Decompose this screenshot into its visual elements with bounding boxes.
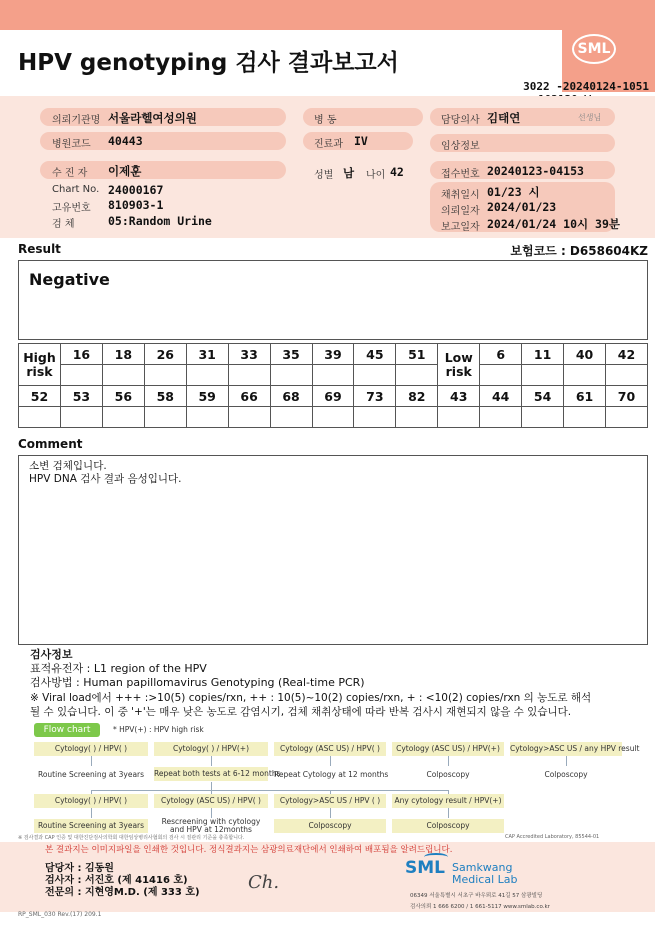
- result-value: Negative: [29, 270, 110, 289]
- genotype-cell: 68: [270, 386, 312, 407]
- flow-arrow: [566, 756, 567, 766]
- cap-note: ※ 검사결과 CAP 인증 및 대한진단검사의학회 대한임상병리사협회의 검사 시 질관리 기준을 충족합니다.: [18, 835, 245, 841]
- genotype-cell: 31: [186, 344, 228, 365]
- result-cell: [480, 365, 522, 386]
- flow-box: Colposcopy: [544, 770, 588, 779]
- flow-arrow: [211, 782, 212, 790]
- flow-box: Cytology (ASC US) / HPV( ): [274, 742, 386, 756]
- form-number: RP_SML_030 Rev.(17) 209.1: [18, 911, 102, 918]
- result-heading: Result: [18, 242, 61, 256]
- genotype-cell: 70: [605, 386, 647, 407]
- specialist: 전문의 : 지현영M.D. (제 333 호): [45, 887, 200, 898]
- dept-value: IV: [354, 134, 368, 148]
- genotype-cell: 61: [564, 386, 606, 407]
- result-cell: [102, 407, 144, 428]
- flow-legend: * HPV(+) : HPV high risk: [113, 725, 204, 734]
- brand-name: [452, 862, 518, 886]
- result-cell: [564, 365, 606, 386]
- result-cell: [480, 407, 522, 428]
- request-label: 의뢰일자: [441, 206, 480, 217]
- flow-chart-button[interactable]: Flow chart: [34, 723, 100, 737]
- doctor-title: 선생님: [578, 113, 602, 122]
- genotype-cell: 52: [19, 386, 61, 407]
- report-id-number: 3022 -20240124-1051: [523, 80, 649, 93]
- genotype-cell: 40: [564, 344, 606, 365]
- genotype-cell: 66: [228, 386, 270, 407]
- flow-box: Colposcopy: [392, 819, 504, 833]
- flow-arrow: [330, 756, 331, 766]
- result-cell: [60, 407, 102, 428]
- comment-line: 소변 검체입니다.: [29, 460, 107, 472]
- result-cell: [270, 365, 312, 386]
- genotype-cell: 45: [354, 344, 396, 365]
- genotype-cell: 56: [102, 386, 144, 407]
- tester: 검사자 : 서진호 (제 41416 호): [45, 875, 188, 886]
- comment-heading: Comment: [18, 437, 83, 451]
- age-value: 42: [390, 165, 404, 179]
- flow-branch-line: [91, 790, 449, 791]
- age-label: 나이: [366, 170, 386, 181]
- genotype-cell: 73: [354, 386, 396, 407]
- method-heading: 검사정보: [30, 648, 73, 661]
- result-cell: [605, 407, 647, 428]
- code-label: 병원코드: [52, 139, 91, 150]
- target-gene: 표적유전자 : L1 region of the HPV: [30, 662, 207, 675]
- sml-footer-logo-icon: SML: [405, 858, 445, 878]
- sex-label: 성별: [314, 170, 334, 181]
- result-cell: [144, 407, 186, 428]
- flow-box: Cytology( ) / HPV( ): [34, 742, 148, 756]
- genotype-table: [18, 343, 648, 428]
- sml-logo-icon: SML: [572, 34, 616, 64]
- hospital-label: 의뢰기관명: [52, 115, 101, 126]
- flow-box: Cytology>ASC US / any HPV result: [510, 742, 622, 756]
- insurance-code: 보험코드 : D658604KZ: [510, 244, 648, 258]
- request-value: 2024/01/23: [487, 200, 557, 214]
- uid-label: 고유번호: [52, 203, 91, 214]
- genotype-cell: 16: [60, 344, 102, 365]
- genotype-cell: 26: [144, 344, 186, 365]
- flow-arrow: [448, 756, 449, 766]
- signature: Ch.: [248, 872, 280, 893]
- genotype-cell: 59: [186, 386, 228, 407]
- result-cell: [186, 365, 228, 386]
- genotype-cell: 42: [605, 344, 647, 365]
- collect-value: 01/23 시: [487, 185, 540, 199]
- report-date-label: 보고일자: [441, 222, 480, 233]
- result-cell: [228, 365, 270, 386]
- flow-box: Repeat both tests at 6-12 months: [154, 767, 268, 781]
- result-cell: [522, 407, 564, 428]
- table-row: [19, 344, 648, 365]
- result-cell: [564, 407, 606, 428]
- clinical-label: 임상정보: [441, 141, 480, 152]
- flow-box: Cytology>ASC US / HPV ( ): [274, 794, 386, 808]
- code-value: 40443: [108, 134, 143, 148]
- genotype-cell: 39: [312, 344, 354, 365]
- genotype-cell: 53: [60, 386, 102, 407]
- result-cell: [605, 365, 647, 386]
- report-title: HPV genotyping 검사 결과보고서: [18, 50, 399, 76]
- flow-box: Colposcopy: [426, 770, 470, 779]
- high-risk-label: High risk: [19, 344, 61, 386]
- genotype-cell: 33: [228, 344, 270, 365]
- genotype-cell: 6: [480, 344, 522, 365]
- flow-box: Any cytology result / HPV(+): [392, 794, 504, 808]
- specimen-label: 검 체: [52, 219, 75, 230]
- receipt-value: 20240123-04153: [487, 164, 584, 178]
- result-cell: [19, 407, 61, 428]
- manager: 담당자 : 김동원: [45, 863, 114, 874]
- flow-box: Routine Screening at 3years: [34, 819, 148, 833]
- flow-box: Colposcopy: [274, 819, 386, 833]
- print-notice: 본 결과지는 이미지파일을 인쇄한 것입니다. 정식결과지는 삼광의료재단에서 인쇄하여 배포됨을 알려드립니다.: [45, 845, 453, 855]
- result-cell: [228, 407, 270, 428]
- result-cell: [270, 407, 312, 428]
- result-cell: [60, 365, 102, 386]
- sex-value: 남: [343, 166, 355, 180]
- ward-label: 병 동: [314, 115, 337, 126]
- genotype-cell: 51: [396, 344, 438, 365]
- result-box: [18, 260, 648, 340]
- logo-arc-icon: [424, 853, 448, 861]
- chart-label: Chart No.: [52, 184, 100, 195]
- genotype-cell: 82: [396, 386, 438, 407]
- result-cell: [186, 407, 228, 428]
- test-method: 검사방법 : Human papillomavirus Genotyping (Real-time PCR): [30, 676, 365, 689]
- doctor-label: 담당의사: [441, 115, 480, 126]
- contact: 검사의뢰 1 666 6200 / 1 661-5117 www.smlab.co.kr: [410, 904, 550, 910]
- flow-arrow: [330, 808, 331, 818]
- result-cell: [396, 365, 438, 386]
- flow-arrow: [91, 756, 92, 766]
- result-cell: [312, 407, 354, 428]
- table-row: [19, 407, 648, 428]
- cap-accreditation: CAP Accredited Laboratory, 85544-01: [505, 834, 600, 840]
- flow-box: Routine Screening at 3years: [37, 770, 145, 779]
- receipt-label: 접수번호: [441, 169, 480, 180]
- viral-load-note-2: 될 수 있습니다. 이 중 '+'는 매우 낮은 농도로 감염시기, 검체 채취상태에 따라 반복 검사시 재현되지 않을 수 있습니다.: [30, 706, 572, 718]
- genotype-cell: 69: [312, 386, 354, 407]
- flow-box: Repeat Cytology at 12 months: [274, 770, 389, 779]
- dept-label: 진료과: [314, 139, 343, 150]
- patient-value: 이제훈: [108, 164, 142, 178]
- brand-line-2: Medical Lab: [452, 873, 518, 886]
- hospital-value: 서울라헬여성의원: [108, 111, 197, 125]
- genotype-cell: 43: [438, 386, 480, 407]
- specimen-value: 05:Random Urine: [108, 214, 212, 228]
- table-row: [19, 365, 648, 386]
- flow-arrow: [448, 808, 449, 818]
- comment-box: [18, 455, 648, 645]
- flow-arrow: [211, 756, 212, 766]
- genotype-cell: 58: [144, 386, 186, 407]
- flow-box: Cytology( ) / HPV(+): [154, 742, 268, 756]
- flow-box: Cytology (ASC US) / HPV( ): [154, 794, 268, 808]
- doctor-value: 김태연: [487, 111, 521, 125]
- flow-box: Cytology( ) / HPV( ): [34, 794, 148, 808]
- flow-box: Cytology (ASC US) / HPV(+): [392, 742, 504, 756]
- uid-value: 810903-1: [108, 198, 164, 212]
- result-cell: [396, 407, 438, 428]
- result-cell: [144, 365, 186, 386]
- flow-arrow: [91, 808, 92, 818]
- viral-load-note: ※ Viral load에서 +++ :>10(5) copies/rxn, ++ : 10(5)~10(2) copies/rxn, + : <10(2) copies/rxn 의 농도로 해석: [30, 692, 592, 704]
- result-cell: [438, 407, 480, 428]
- address: 06349 서울특별시 서초구 바우뫼로 41길 57 삼광빌딩: [410, 893, 543, 899]
- result-cell: [102, 365, 144, 386]
- patient-label: 수 진 자: [52, 168, 88, 179]
- genotype-cell: 35: [270, 344, 312, 365]
- genotype-cell: 44: [480, 386, 522, 407]
- table-row: [19, 386, 648, 407]
- result-cell: [522, 365, 564, 386]
- chart-value: 24000167: [108, 183, 164, 197]
- result-cell: [312, 365, 354, 386]
- report-date-value: 2024/01/24 10시 39분: [487, 217, 620, 231]
- genotype-cell: 18: [102, 344, 144, 365]
- result-cell: [354, 365, 396, 386]
- comment-line: HPV DNA 검사 결과 음성입니다.: [29, 473, 182, 485]
- low-risk-label: Low risk: [438, 344, 480, 386]
- genotype-cell: 54: [522, 386, 564, 407]
- brand-line-1: Samkwang: [452, 861, 513, 874]
- genotype-cell: 11: [522, 344, 564, 365]
- collect-label: 채취일시: [441, 190, 480, 201]
- flow-box: Rescreening with cytology and HPV at 12months: [161, 817, 261, 834]
- result-cell: [354, 407, 396, 428]
